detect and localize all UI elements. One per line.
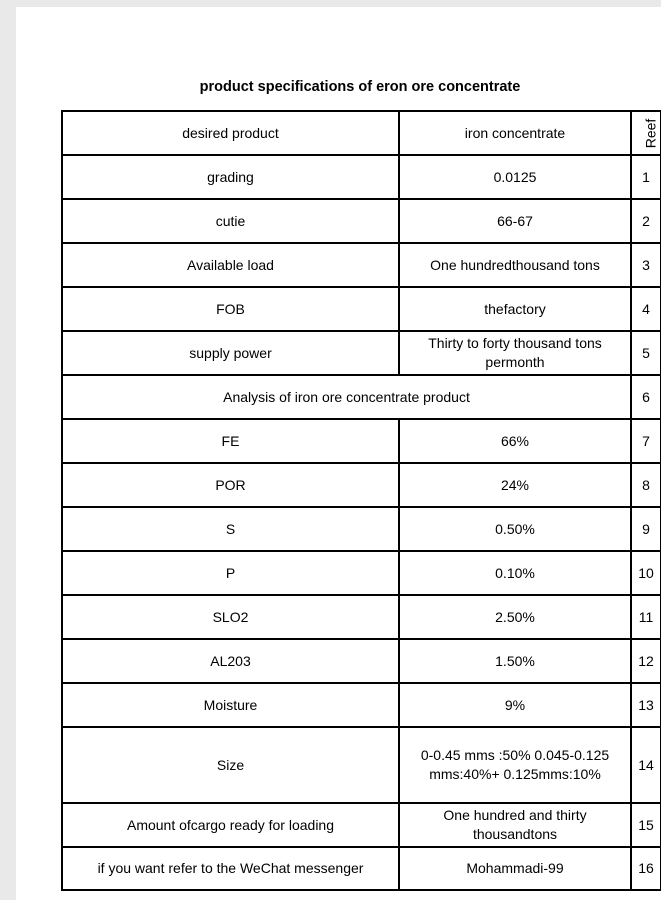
table-row [62,847,661,890]
document-title: product specifications of eron ore concentrate [199,79,521,95]
row-number: 4 [631,287,661,331]
table-row [62,331,661,375]
row-label: S [62,507,399,551]
row-number: 8 [631,463,661,507]
row-number: 12 [631,639,661,683]
left-border-band [0,0,16,900]
row-number: 14 [631,727,661,803]
header-reef [631,111,661,155]
row-label: SLO2 [62,595,399,639]
row-label: POR [62,463,399,507]
row-number: 2 [631,199,661,243]
header-iron-concentrate: iron concentrate [399,111,631,155]
table-row [62,727,661,803]
row-value: 66% [399,419,631,463]
row-value: 0.50% [399,507,631,551]
row-number: 1 [631,155,661,199]
table-row [62,803,661,847]
table-row [62,287,661,331]
table-row [62,155,661,199]
section-label: Analysis of iron ore concentrate product [62,375,631,419]
row-value: 24% [399,463,631,507]
row-number: 11 [631,595,661,639]
row-number: 13 [631,683,661,727]
row-label: supply power [62,331,399,375]
row-value: thefactory [399,287,631,331]
row-number: 7 [631,419,661,463]
row-value: 66-67 [399,199,631,243]
table-row [62,639,661,683]
table-row [62,419,661,463]
row-value: 0.10% [399,551,631,595]
row-label: Moisture [62,683,399,727]
row-label: AL203 [62,639,399,683]
section-row [62,375,661,419]
header-row [62,111,661,155]
row-label: Available load [62,243,399,287]
header-desired-product: desired product [62,111,399,155]
table-row [62,551,661,595]
row-value: 1.50% [399,639,631,683]
row-label: grading [62,155,399,199]
row-value: 0-0.45 mms :50% 0.045-0.125 mms:40%+ 0.125mms:10% [399,727,631,803]
row-number: 10 [631,551,661,595]
specifications-table [61,110,661,891]
row-number: 9 [631,507,661,551]
table-row [62,243,661,287]
row-number: 3 [631,243,661,287]
table-row [62,463,661,507]
top-border-band [0,0,661,7]
row-value: One hundredthousand tons [399,243,631,287]
row-label: cutie [62,199,399,243]
row-value: 2.50% [399,595,631,639]
row-label: Amount ofcargo ready for loading [62,803,399,847]
table-row [62,507,661,551]
row-value: 9% [399,683,631,727]
row-number: 5 [631,331,661,375]
table-row [62,683,661,727]
row-label: FE [62,419,399,463]
row-label: P [62,551,399,595]
row-value: 0.0125 [399,155,631,199]
row-label: if you want refer to the WeChat messenger [62,847,399,890]
row-value: Thirty to forty thousand tons permonth [399,331,631,375]
table-row [62,595,661,639]
row-number: 16 [631,847,661,890]
reef-label: Reef [642,118,659,148]
table-row [62,199,661,243]
row-label: FOB [62,287,399,331]
row-value: One hundred and thirty thousandtons [399,803,631,847]
row-label: Size [62,727,399,803]
row-value: Mohammadi-99 [399,847,631,890]
row-number: 6 [631,375,661,419]
row-number: 15 [631,803,661,847]
